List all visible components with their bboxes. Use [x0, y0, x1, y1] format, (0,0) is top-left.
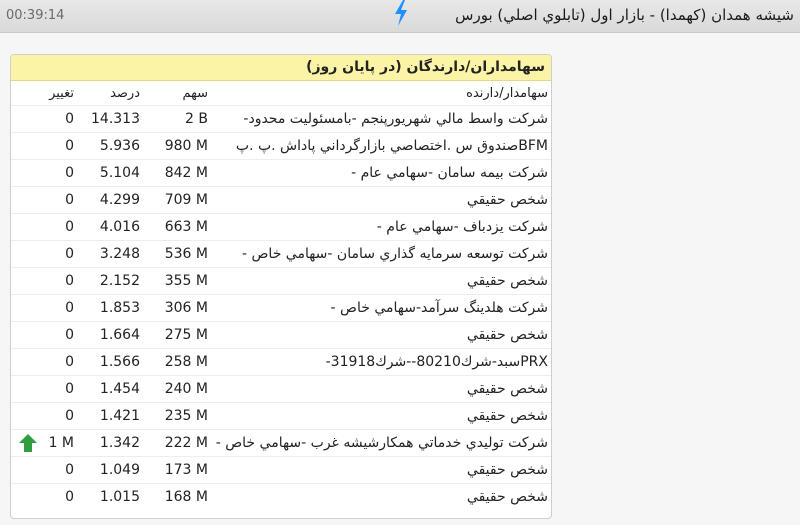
- column-header-percent: درصد: [110, 85, 140, 101]
- change-cell: 0: [11, 160, 77, 187]
- share-cell: 842 M: [143, 160, 211, 187]
- percent-cell: 1.454: [77, 376, 143, 403]
- change-cell: 0: [11, 484, 77, 511]
- change-cell: 0: [11, 268, 77, 295]
- share-cell: 235 M: [143, 403, 211, 430]
- holder-cell: شرکت بيمه سامان -سهامي عام -: [211, 160, 551, 187]
- holder-cell: شخص حقيقي: [211, 484, 551, 511]
- clock: 00:39:14: [6, 8, 65, 23]
- holder-cell: PRXسبد-شرك80210--شرك31918-: [211, 349, 551, 376]
- table-row[interactable]: [11, 133, 551, 160]
- holder-cell: شخص حقيقي: [211, 376, 551, 403]
- holder-cell: شرکت هلدينگ سرآمد-سهامي خاص -: [211, 295, 551, 322]
- column-header-change: تغییر: [49, 85, 74, 101]
- shareholders-table: [11, 81, 551, 510]
- change-cell: 0: [11, 349, 77, 376]
- table-row[interactable]: [11, 457, 551, 484]
- table-row[interactable]: [11, 214, 551, 241]
- percent-cell: 2.152: [77, 268, 143, 295]
- share-cell: 2 B: [143, 106, 211, 133]
- column-header-holder: سهامدار/دارنده: [466, 85, 548, 101]
- column-header-share: سهم: [182, 85, 208, 101]
- change-cell: 0: [11, 295, 77, 322]
- table-row[interactable]: [11, 268, 551, 295]
- share-cell: 980 M: [143, 133, 211, 160]
- percent-cell: 1.342: [77, 430, 143, 457]
- top-bar: [0, 0, 800, 33]
- percent-cell: 1.664: [77, 322, 143, 349]
- share-cell: 240 M: [143, 376, 211, 403]
- change-cell: 0: [11, 106, 77, 133]
- table-row[interactable]: [11, 241, 551, 268]
- change-cell: 0: [11, 457, 77, 484]
- holder-cell: شرکت يزدباف -سهامي عام -: [211, 214, 551, 241]
- holder-cell: شخص حقيقي: [211, 187, 551, 214]
- percent-cell: 1.015: [77, 484, 143, 511]
- share-cell: 168 M: [143, 484, 211, 511]
- table-row[interactable]: [11, 349, 551, 376]
- change-value: 1 M: [48, 435, 74, 451]
- percent-cell: 1.049: [77, 457, 143, 484]
- change-cell: 0: [11, 376, 77, 403]
- change-cell: [11, 430, 77, 457]
- table-row[interactable]: [11, 187, 551, 214]
- table-row[interactable]: [11, 160, 551, 187]
- percent-cell: 4.016: [77, 214, 143, 241]
- share-cell: 306 M: [143, 295, 211, 322]
- percent-cell: 1.421: [77, 403, 143, 430]
- share-cell: 258 M: [143, 349, 211, 376]
- holder-cell: شخص حقيقي: [211, 403, 551, 430]
- holder-cell: BFMصندوق س .اختصاصي بازارگرداني پاداش .پ .پ: [211, 133, 551, 160]
- table-row[interactable]: [11, 484, 551, 511]
- share-cell: 663 M: [143, 214, 211, 241]
- holder-cell: شخص حقيقي: [211, 322, 551, 349]
- table-row[interactable]: [11, 376, 551, 403]
- table-row[interactable]: [11, 322, 551, 349]
- holder-cell: شخص حقيقي: [211, 268, 551, 295]
- lightning-icon: [392, 0, 410, 26]
- share-cell: 709 M: [143, 187, 211, 214]
- share-cell: 355 M: [143, 268, 211, 295]
- percent-cell: 5.936: [77, 133, 143, 160]
- change-cell: 0: [11, 187, 77, 214]
- percent-cell: 1.566: [77, 349, 143, 376]
- table-row[interactable]: [11, 106, 551, 133]
- holder-cell: شرکت توسعه سرمايه گذاري سامان -سهامي خاص -: [211, 241, 551, 268]
- change-cell: 0: [11, 322, 77, 349]
- percent-cell: 4.299: [77, 187, 143, 214]
- panel-title: سهامداران/دارندگان (در پایان روز): [11, 55, 551, 81]
- holder-cell: شخص حقيقي: [211, 457, 551, 484]
- share-cell: 173 M: [143, 457, 211, 484]
- up-arrow-icon: [19, 434, 37, 452]
- change-cell: 0: [11, 403, 77, 430]
- share-cell: 536 M: [143, 241, 211, 268]
- holder-cell: شرکت واسط مالي شهريورپنجم -بامسئوليت محدود-: [211, 106, 551, 133]
- holder-cell: شرکت توليدي خدماتي همکارشيشه غرب -سهامي خاص -: [211, 430, 551, 457]
- page-title: شیشه همدان (کهمدا) - بازار اول (تابلوي اصلي) بورس: [455, 6, 794, 24]
- table-row[interactable]: [11, 295, 551, 322]
- change-cell: 0: [11, 214, 77, 241]
- share-cell: 275 M: [143, 322, 211, 349]
- percent-cell: 1.853: [77, 295, 143, 322]
- percent-cell: 14.313: [77, 106, 143, 133]
- change-cell: 0: [11, 133, 77, 160]
- table-header-row: [11, 81, 551, 106]
- share-cell: 222 M: [143, 430, 211, 457]
- table-row[interactable]: [11, 403, 551, 430]
- shareholders-panel: [10, 54, 552, 519]
- change-cell: 0: [11, 241, 77, 268]
- table-row[interactable]: [11, 430, 551, 457]
- percent-cell: 3.248: [77, 241, 143, 268]
- percent-cell: 5.104: [77, 160, 143, 187]
